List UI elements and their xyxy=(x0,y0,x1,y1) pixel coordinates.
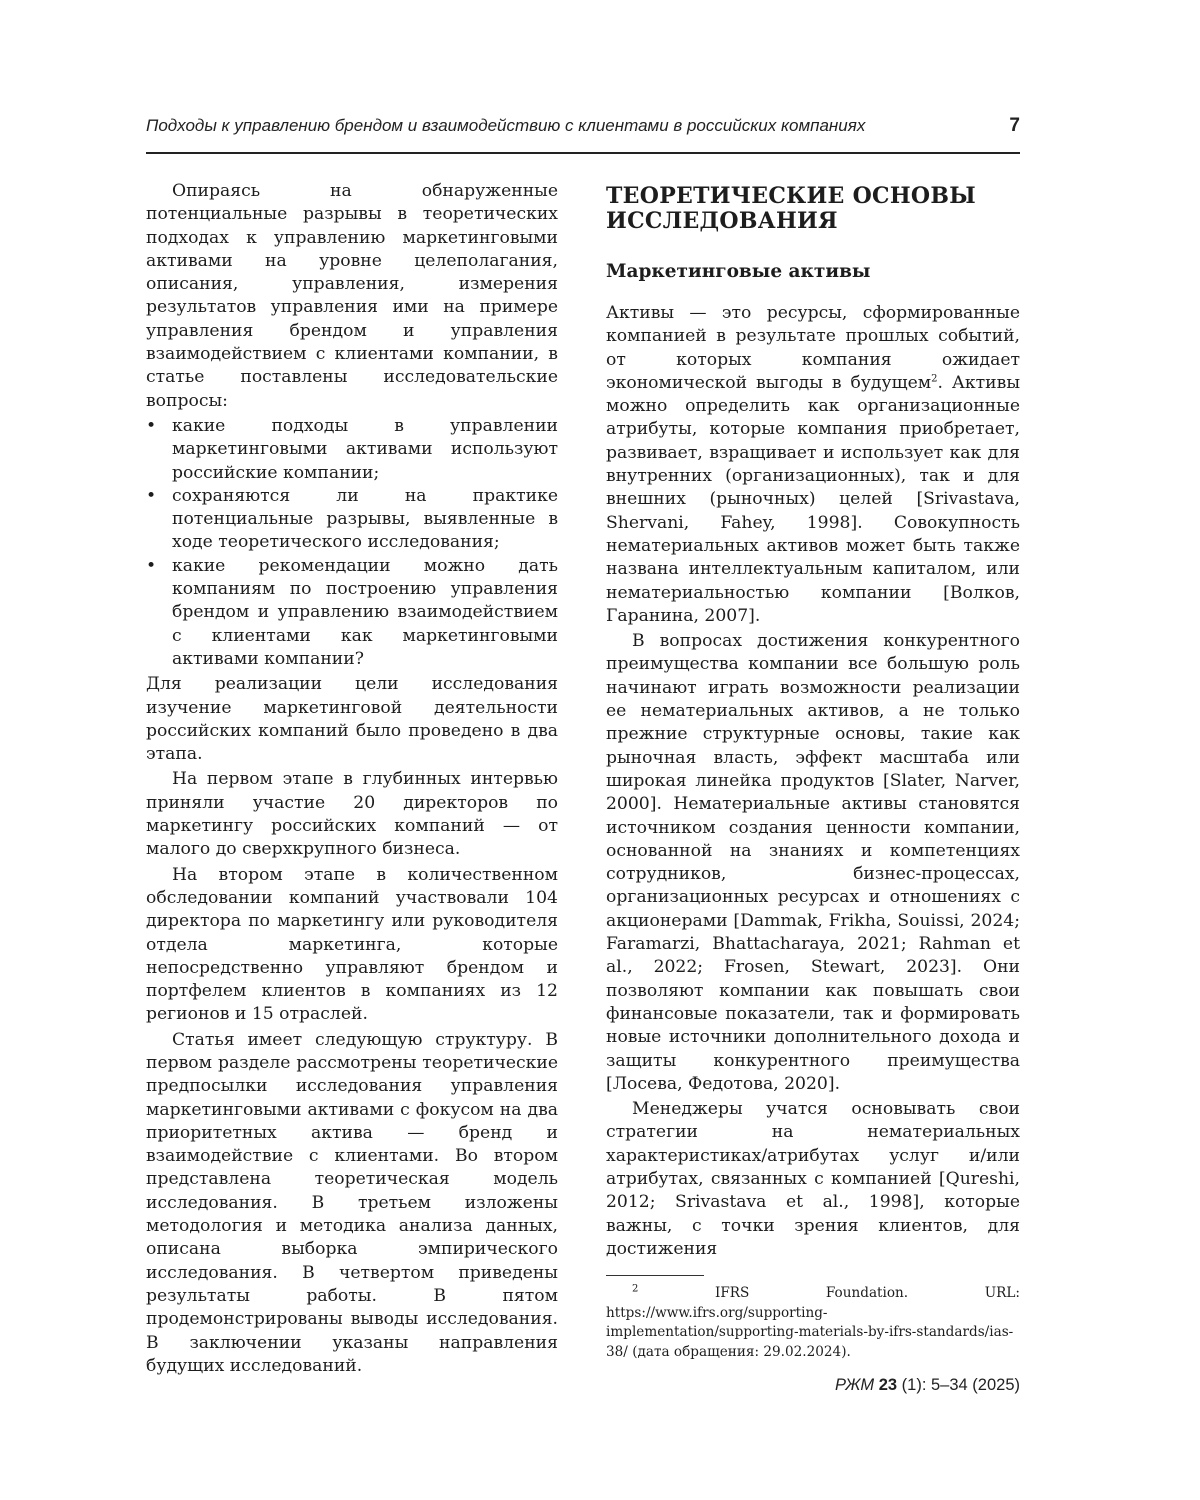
body-paragraph: В вопросах достижения конкурентного преимущества компании все большую роль начинают играть возможности реализации ее нематериальных активов, а не только прежние структурные основы, такие как рыночная власть, эффект масштаба или широкая линейка продуктов [Slater, Narver, 2000]. Нематериальные активы становятся источником создания ценности компании, основанной на знаниях и компетенциях сотрудников, бизнес-процессах, организационных ресурсах и отношениях с акционерами [Dammak, Frikha, Souissi, 2024; Faramarzi, Bhattacharaya, 2021; Rahman et al., 2022; Frosen, Stewart, 2023]. Они позволяют компании как повышать свои финансовые показатели, так и формировать новые источники дополнительного дохода и защиты конкурентного преимущества [Лосева, Федотова, 2020]. xyxy=(606,631,1020,1094)
list-item: • какие подходы в управлении маркетинговыми активами используют российские компании; xyxy=(146,415,558,483)
right-column xyxy=(606,180,1020,1364)
bullet-icon: • xyxy=(146,485,157,506)
journal-citation xyxy=(835,1376,1020,1395)
intro-paragraph: Опираясь на обнаруженные потенциальные разрывы в теоретических подходах к управлению маркетинговыми активами на уровне целеполагания, описания, управления, измерения результатов управления ими на примере управления брендом и управления взаимодействием с клиентами компании, в статье поставлены исследовательские вопросы: xyxy=(146,181,558,411)
body-paragraph: На втором этапе в количественном обследовании компаний участвовали 104 директора по маркетингу или руководителя отдела маркетинга, которые непосредственно управляют брендом и портфелем клиентов в компаниях из 12 регионов и 15 отраслей. xyxy=(146,864,558,1025)
journal-volume: 23 xyxy=(878,1376,898,1394)
subsection-heading: Маркетинговые активы xyxy=(606,261,871,282)
list-item: • сохраняются ли на практике потенциальные разрывы, выявленные в ходе теоретического исследования; xyxy=(146,485,558,553)
research-questions-list xyxy=(146,415,558,671)
footnote-reference: 2 xyxy=(931,373,938,385)
left-column xyxy=(146,180,558,1380)
body-paragraph: Для реализации цели исследования изучение маркетинговой деятельности российских компаний было проведено в два этапа. xyxy=(146,674,558,765)
footnote-divider xyxy=(606,1275,704,1276)
body-paragraph: Менеджеры учатся основывать свои стратегии на нематериальных характеристиках/атрибутах услуг и/или атрибутах, связанных с компанией [Qureshi, 2012; Srivastava et al., 1998], которые важны, с точки зрения клиентов, для достижения xyxy=(606,1099,1020,1259)
running-head xyxy=(146,112,1020,142)
section-heading: ТЕОРЕТИЧЕСКИЕ ОСНОВЫ ИССЛЕДОВАНИЯ xyxy=(606,183,977,234)
footnote: $^2$ IFRS Foundation. URL: https://www.ifrs.org/supporting-implementation/supporting-materials-by-ifrs-standards/ias-38/ (дата обращения: 29.02.2024). xyxy=(606,1283,1020,1360)
journal-issue-pages: (1): 5–34 (2025) xyxy=(901,1376,1020,1394)
body-paragraph: На первом этапе в глубинных интервью приняли участие 20 директоров по маркетингу российских компаний — от малого до сверхкрупного бизнеса. xyxy=(146,769,558,860)
page-number: 7 xyxy=(1009,115,1020,136)
footnote-mark: 2 xyxy=(632,1283,639,1295)
journal-abbreviation: РЖМ xyxy=(834,1376,875,1394)
running-title: Подходы к управлению брендом и взаимодействию с клиентами в российских компаниях xyxy=(146,116,866,135)
body-paragraph: Статья имеет следующую структуру. В первом разделе рассмотрены теоретические предпосылки исследования управления маркетинговыми активами с фокусом на два приоритетных актива — бренд и взаимодействие с клиентами. Во втором представлена теоретическая модель исследования. В третьем изложены методология и методика анализа данных, описана выборка эмпирического исследования. В четвертом приведены результаты работы. В пятом продемонстрированы выводы исследования. В заключении указаны направления будущих исследований. xyxy=(146,1029,558,1376)
bullet-icon: • xyxy=(146,415,157,436)
body-paragraph: Активы — это ресурсы, сформированные компанией в результате прошлых событий, от которых компания ожидает экономической выгоды в будущем$^2$. Активы можно определить как организационные атрибуты, которые компания приобретает, развивает, взращивает и использует как для внутренних (организационных), так и для внешних (рыночных) целей [Srivastava, Shervani, Fahey, 1998]. Совокупность нематериальных активов может быть также названа интеллектуальным капиталом, или нематериальностью компании [Волков, Гаранина, 2007]. xyxy=(606,303,1020,626)
bullet-icon: • xyxy=(146,555,157,576)
list-item: • какие рекомендации можно дать компаниям по построению управления брендом и управлению взаимодействием с клиентами как маркетинговыми активами компании? xyxy=(146,555,558,669)
header-rule xyxy=(146,152,1020,154)
